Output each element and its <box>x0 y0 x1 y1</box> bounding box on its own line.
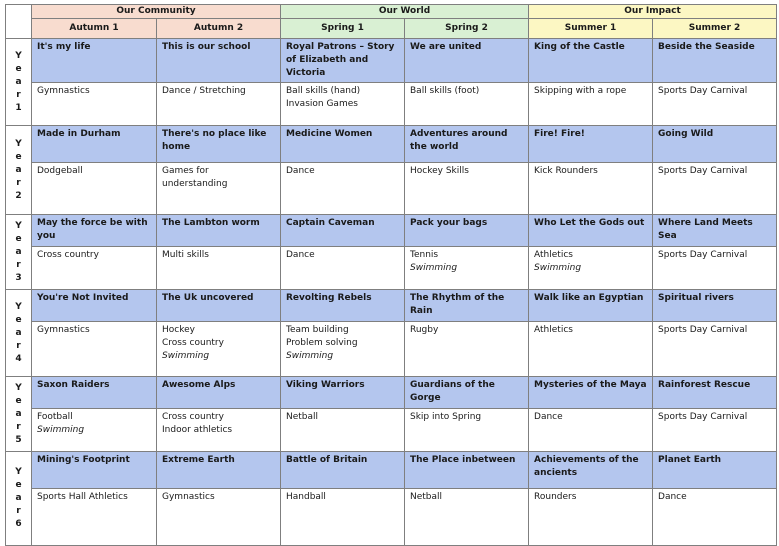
term-summer-2: Summer 2 <box>653 19 777 39</box>
activity-line: Dance <box>658 492 687 502</box>
curriculum-table <box>5 4 777 546</box>
year-label-letter: r <box>16 177 21 188</box>
activity-line: Gymnastics <box>37 325 90 335</box>
activity-cell <box>405 489 529 546</box>
year-label <box>6 39 32 126</box>
year-label <box>6 215 32 290</box>
year-label-letter: e <box>15 233 22 244</box>
activity-line: Multi skills <box>162 250 209 260</box>
activity-line: Rugby <box>410 325 439 335</box>
activity-cell <box>281 489 405 546</box>
topic-cell: Awesome Alps <box>157 377 281 409</box>
year-label-letter: a <box>15 246 22 257</box>
term-spring-2: Spring 2 <box>405 19 529 39</box>
year-label-letter: a <box>15 76 22 87</box>
year-label-letter: r <box>16 259 21 270</box>
topic-cell: Who Let the Gods out <box>529 215 653 247</box>
year-label-letter: a <box>15 493 22 503</box>
activity-line: Ball skills (hand) <box>286 86 361 96</box>
year-1-topic-row <box>6 39 777 83</box>
year-label <box>6 126 32 215</box>
activity-cell <box>32 322 157 377</box>
activity-cell <box>157 247 281 290</box>
activity-line: Dodgeball <box>37 166 83 176</box>
topic-cell: The Rhythm of the Rain <box>405 290 529 322</box>
activity-cell <box>529 83 653 126</box>
topic-cell: Royal Patrons – Story of Elizabeth and Victoria <box>281 39 405 83</box>
activity-line: Sports Day Carnival <box>658 166 748 176</box>
activity-line: Athletics <box>534 325 573 335</box>
year-label-letter: 6 <box>15 519 22 529</box>
curriculum-body <box>6 39 777 546</box>
activity-line: Sports Day Carnival <box>658 86 748 96</box>
term-header-row <box>6 19 777 39</box>
topic-cell: Revolting Rebels <box>281 290 405 322</box>
activity-cell <box>32 163 157 215</box>
activity-cell <box>157 409 281 452</box>
activity-line: Netball <box>286 412 319 422</box>
year-2-topic-row <box>6 126 777 163</box>
year-label-letter: r <box>16 421 21 432</box>
group-our-world: Our World <box>281 5 529 19</box>
topic-cell: Fire! Fire! <box>529 126 653 163</box>
activity-cell <box>529 489 653 546</box>
topic-cell: Captain Caveman <box>281 215 405 247</box>
activity-line: Sports Day Carnival <box>658 325 748 335</box>
year-label-letter: e <box>15 480 22 490</box>
year-label <box>6 452 32 546</box>
activity-line: Cross country <box>162 412 224 422</box>
topic-cell: Made in Durham <box>32 126 157 163</box>
activity-cell <box>157 322 281 377</box>
activity-cell <box>405 247 529 290</box>
activity-line: Dance <box>286 250 315 260</box>
year-1-activity-row <box>6 83 777 126</box>
year-label-letter: r <box>16 89 21 100</box>
activity-line: Problem solving <box>286 338 358 348</box>
activity-cell <box>653 489 777 546</box>
activity-line: Dance / Stretching <box>162 86 246 96</box>
term-autumn-1: Autumn 1 <box>32 19 157 39</box>
topic-cell: There's no place like home <box>157 126 281 163</box>
term-autumn-2: Autumn 2 <box>157 19 281 39</box>
group-our-community: Our Community <box>32 5 281 19</box>
group-header-row <box>6 5 777 19</box>
year-label-letter: Y <box>15 50 22 61</box>
activity-line: Games for understanding <box>162 166 228 189</box>
activity-line: Rounders <box>534 492 577 502</box>
activity-cell <box>405 322 529 377</box>
year-label-letter: 2 <box>15 190 22 201</box>
year-label-letter: 5 <box>15 434 22 445</box>
year-3-topic-row <box>6 215 777 247</box>
topic-cell: Pack your bags <box>405 215 529 247</box>
year-label <box>6 290 32 377</box>
activity-cell <box>281 322 405 377</box>
year-label <box>6 377 32 452</box>
activity-cell <box>281 163 405 215</box>
topic-cell: It's my life <box>32 39 157 83</box>
activity-line: Dance <box>286 166 315 176</box>
activity-cell <box>281 247 405 290</box>
year-label-letter: Y <box>15 467 22 477</box>
activity-cell <box>653 322 777 377</box>
activity-cell <box>32 83 157 126</box>
activity-cell <box>32 247 157 290</box>
activity-line: Cross country <box>162 338 224 348</box>
topic-cell: Adventures around the world <box>405 126 529 163</box>
year-label-letter: r <box>16 506 21 516</box>
year-4-topic-row <box>6 290 777 322</box>
topic-cell: Going Wild <box>653 126 777 163</box>
group-our-impact: Our Impact <box>529 5 777 19</box>
topic-cell: The Lambton worm <box>157 215 281 247</box>
activity-line: Kick Rounders <box>534 166 598 176</box>
activity-line: Swimming <box>534 263 582 273</box>
activity-cell <box>653 247 777 290</box>
topic-cell: We are united <box>405 39 529 83</box>
year-label-letter: Y <box>15 138 22 149</box>
activity-cell <box>157 163 281 215</box>
topic-cell: Beside the Seaside <box>653 39 777 83</box>
year-label-letter: e <box>15 151 22 162</box>
year-label-letter: e <box>15 314 22 325</box>
topic-cell: Extreme Earth <box>157 452 281 489</box>
activity-line: Team building <box>286 325 349 335</box>
activity-cell <box>157 489 281 546</box>
topic-cell: The Place inbetween <box>405 452 529 489</box>
topic-cell: Walk like an Egyptian <box>529 290 653 322</box>
topic-cell: Planet Earth <box>653 452 777 489</box>
activity-cell <box>529 409 653 452</box>
activity-cell <box>653 83 777 126</box>
topic-cell: You're Not Invited <box>32 290 157 322</box>
activity-cell <box>157 83 281 126</box>
topic-cell: Viking Warriors <box>281 377 405 409</box>
activity-line: Tennis <box>410 250 439 260</box>
topic-cell: Battle of Britain <box>281 452 405 489</box>
activity-cell <box>653 163 777 215</box>
topic-cell: Where Land Meets Sea <box>653 215 777 247</box>
topic-cell: Mysteries of the Maya <box>529 377 653 409</box>
activity-cell <box>32 409 157 452</box>
activity-line: Sports Day Carnival <box>658 250 748 260</box>
topic-cell: May the force be with you <box>32 215 157 247</box>
activity-line: Hockey Skills <box>410 166 469 176</box>
topic-cell: King of the Castle <box>529 39 653 83</box>
activity-cell <box>529 163 653 215</box>
year-5-topic-row <box>6 377 777 409</box>
activity-line: Swimming <box>286 351 334 361</box>
topic-cell: Saxon Raiders <box>32 377 157 409</box>
activity-line: Swimming <box>162 351 210 361</box>
year-label-letter: r <box>16 340 21 351</box>
activity-line: Hockey <box>162 325 195 335</box>
activity-line: Gymnastics <box>162 492 215 502</box>
year-label-letter: Y <box>15 220 22 231</box>
topic-cell: Guardians of the Gorge <box>405 377 529 409</box>
topic-cell: Rainforest Rescue <box>653 377 777 409</box>
activity-cell <box>405 163 529 215</box>
activity-line: Indoor athletics <box>162 425 233 435</box>
activity-cell <box>405 83 529 126</box>
year-label-letter: e <box>15 63 22 74</box>
activity-line: Sports Day Carnival <box>658 412 748 422</box>
year-4-activity-row <box>6 322 777 377</box>
activity-line: Cross country <box>37 250 99 260</box>
activity-line: Swimming <box>410 263 458 273</box>
activity-cell <box>529 322 653 377</box>
year-label-letter: 3 <box>15 272 22 283</box>
year-2-activity-row <box>6 163 777 215</box>
activity-line: Ball skills (foot) <box>410 86 480 96</box>
year-label-letter: 4 <box>15 353 22 364</box>
term-spring-1: Spring 1 <box>281 19 405 39</box>
activity-line: Gymnastics <box>37 86 90 96</box>
year-6-topic-row <box>6 452 777 489</box>
year-label-letter: e <box>15 395 22 406</box>
year-label-letter: a <box>15 164 22 175</box>
activity-cell <box>281 409 405 452</box>
year-label-letter: 1 <box>15 102 22 113</box>
activity-cell <box>405 409 529 452</box>
activity-line: Athletics <box>534 250 573 260</box>
corner-cell <box>6 5 32 39</box>
topic-cell: Achievements of the ancients <box>529 452 653 489</box>
activity-cell <box>653 409 777 452</box>
activity-line: Invasion Games <box>286 99 358 109</box>
topic-cell: This is our school <box>157 39 281 83</box>
term-summer-1: Summer 1 <box>529 19 653 39</box>
year-label-letter: Y <box>15 382 22 393</box>
topic-cell: Medicine Women <box>281 126 405 163</box>
topic-cell: The Uk uncovered <box>157 290 281 322</box>
year-label-letter: Y <box>15 301 22 312</box>
activity-cell <box>32 489 157 546</box>
topic-cell: Spiritual rivers <box>653 290 777 322</box>
activity-line: Sports Hall Athletics <box>37 492 128 502</box>
activity-line: Netball <box>410 492 443 502</box>
year-label-letter: a <box>15 408 22 419</box>
activity-cell <box>281 83 405 126</box>
activity-line: Skip into Spring <box>410 412 482 422</box>
year-3-activity-row <box>6 247 777 290</box>
activity-line: Football <box>37 412 73 422</box>
activity-line: Dance <box>534 412 563 422</box>
topic-cell: Mining's Footprint <box>32 452 157 489</box>
year-5-activity-row <box>6 409 777 452</box>
activity-line: Skipping with a rope <box>534 86 627 96</box>
year-6-activity-row <box>6 489 777 546</box>
year-label-letter: a <box>15 327 22 338</box>
activity-cell <box>529 247 653 290</box>
activity-line: Swimming <box>37 425 85 435</box>
activity-line: Handball <box>286 492 326 502</box>
